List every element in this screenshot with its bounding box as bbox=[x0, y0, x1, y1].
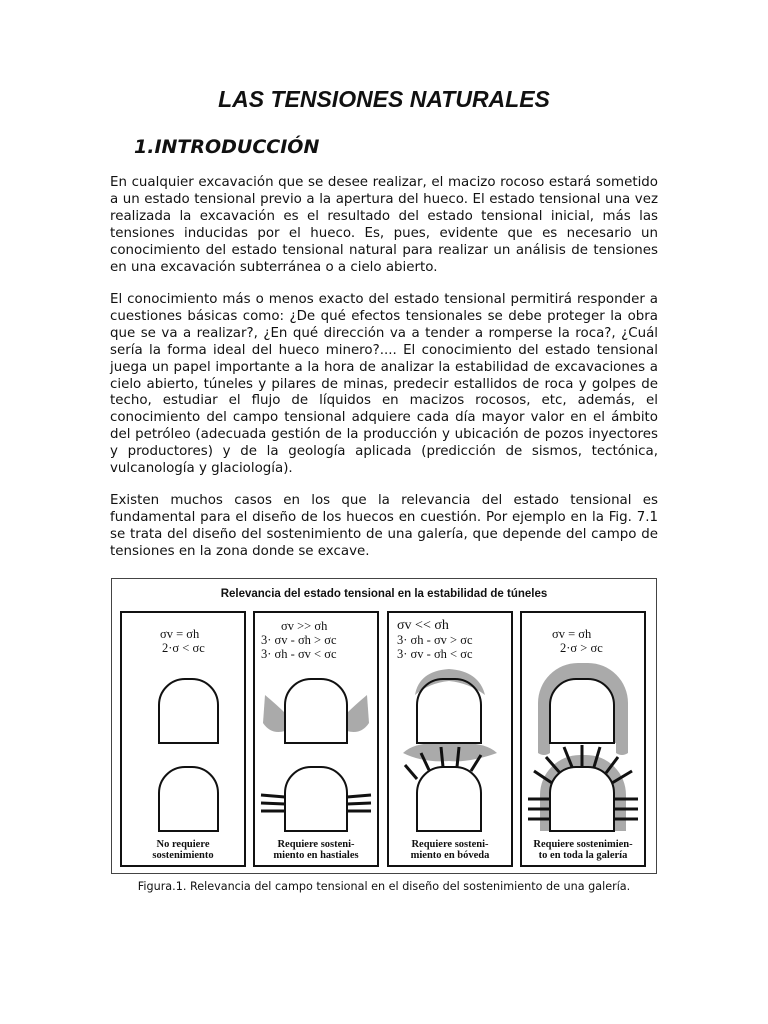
panel-3-eq-2: 3· σh - σv > σc bbox=[397, 633, 473, 647]
panel-4-caption bbox=[522, 839, 644, 861]
panel-sidewall-support bbox=[253, 611, 379, 867]
page-title: LAS TENSIONES NATURALES bbox=[218, 86, 550, 112]
paragraph-2: El conocimiento más o menos exacto del estado tensional permitirá responder a cuestiones básicas como: ¿De qué efectos tensionales se debe proteger la obra que se va a realizar?, ¿En qué dirección va a tender a romperse la roca?, ¿Cuál sería la forma ideal del hueco minero?.... El conocimiento del estado tensional juega un papel importante a la hora de analizar la estabilidad de excavaciones a cielo abierto, túneles y pilares de minas, predecir estallidos de roca y golpes de techo, estudiar el flujo de líquidos en macizos rocosos, etc, además, el conocimiento del campo tensional adquiere cada día mayor valor en el ámbito del petróleo (adecuada gestión de la producción y ubicación de pozos inyectores y productores) y de la geología aplicada (predicción de sismos, tectónica, vulcanología y glaciología). bbox=[110, 292, 658, 477]
panel-3-caption-line-1: Requiere sosteni- bbox=[411, 839, 489, 850]
panel-4-eq-1: σv = σh bbox=[552, 627, 592, 641]
panel-2-tunnels bbox=[255, 613, 377, 865]
panel-1-caption bbox=[122, 839, 244, 861]
panel-2-eq-3: 3· σh - σv < σc bbox=[261, 647, 337, 661]
panel-1-eq-2: 2·σ < σc bbox=[162, 641, 205, 655]
panel-2-caption-line-1: Requiere sosteni- bbox=[277, 839, 355, 850]
paragraph-1: En cualquier excavación que se desee realizar, el macizo rocoso estará sometido a un estado tensional previo a la apertura del hueco. El estado tensional una vez realizada la excavación es el resultado del estado tensional inicial, más las tensiones inducidas por el hueco. Es, pues, evidente que es necesario un conocimiento del estado tensional natural para realizar un análisis de tensiones en una excavación subterránea o a cielo abierto. bbox=[110, 175, 658, 275]
panel-no-support bbox=[120, 611, 246, 867]
panel-3-caption bbox=[389, 839, 511, 861]
figure-tunnel-stability bbox=[111, 578, 657, 874]
panel-3-eq-3: 3· σv - σh < σc bbox=[397, 647, 473, 661]
panel-4-tunnels bbox=[522, 613, 644, 865]
panel-vault-support bbox=[387, 611, 513, 867]
panel-4-eq-2: 2·σ > σc bbox=[560, 641, 603, 655]
paragraph-3: Existen muchos casos en los que la relevancia del estado tensional es fundamental para el diseño de los huecos en cuestión. Por ejemplo en la Fig. 7.1 se trata del diseño del sostenimiento de una galería, que depende del campo de tensiones en la zona donde se excave. bbox=[110, 493, 658, 559]
panel-1-tunnels bbox=[122, 613, 244, 865]
panel-2-eq-2: 3· σv - σh > σc bbox=[261, 633, 337, 647]
panel-full-support bbox=[520, 611, 646, 867]
panel-3-eq-1: σv << σh bbox=[397, 618, 449, 633]
panel-3-tunnels bbox=[389, 613, 511, 865]
figure-title: Relevancia del estado tensional en la estabilidad de túneles bbox=[220, 588, 548, 600]
panel-1-eq-1: σv = σh bbox=[160, 627, 200, 641]
section-heading: 1.INTRODUCCIÓN bbox=[134, 136, 320, 158]
panel-2-eq-1: σv >> σh bbox=[281, 619, 328, 633]
panel-2-caption bbox=[255, 839, 377, 861]
panel-1-caption-line-2: sostenimiento bbox=[152, 850, 214, 861]
panel-4-caption-line-2: to en toda la galería bbox=[538, 850, 628, 861]
panel-3-caption-line-2: miento en bóveda bbox=[410, 850, 490, 861]
panel-1-caption-line-1: No requiere bbox=[156, 839, 210, 850]
figure-caption: Figura.1. Relevancia del campo tensional en el diseño del sostenimiento de una galería. bbox=[137, 880, 631, 893]
panel-2-caption-line-2: miento en hastiales bbox=[273, 850, 359, 861]
panel-4-caption-line-1: Requiere sostenimien- bbox=[533, 839, 633, 850]
